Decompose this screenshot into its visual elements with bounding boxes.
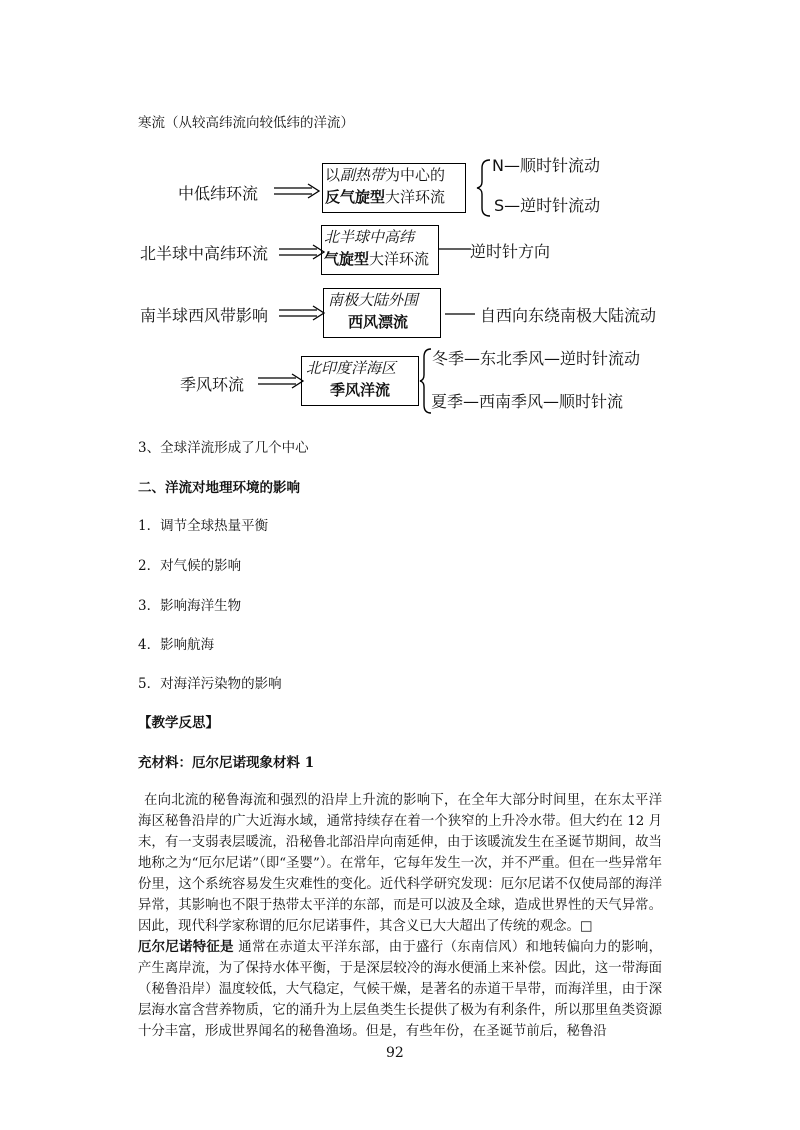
item-3: 3、全球洋流形成了几个中心	[138, 440, 309, 456]
row1-box-text2: 为中心的	[385, 166, 446, 184]
row2-box-emph: 北半球中高纬	[324, 228, 415, 246]
row4-box	[301, 356, 419, 406]
row1-outcome-south: S—逆时针流动	[494, 196, 601, 215]
row1-outcome-north: N—顺时针流动	[492, 156, 600, 175]
effect-item: 1．调节全球热量平衡	[138, 518, 269, 534]
paragraph-2	[138, 937, 662, 1042]
reflection-title: 【教学反思】	[138, 715, 219, 731]
el-nino-paragraph	[138, 790, 662, 1042]
row1-box-emph: 副热带	[340, 166, 386, 184]
row2-label: 北半球中高纬环流	[140, 244, 269, 263]
intro-text: 寒流（从较高纬流向较低纬的洋流）	[138, 115, 354, 131]
row4-outcome-summer: 夏季—西南季风—顺时针流	[431, 392, 624, 411]
row2-connector	[439, 247, 471, 251]
row3-box-emph: 南极大陆外围	[328, 291, 419, 309]
paragraph-1: 在向北流的秘鲁海流和强烈的沿岸上升流的影响下，在全年大部分时间里，在东太平洋海区秘鲁沿岸的广大近海水域，通常持续存在着一个狭窄的上升冷水带。但大约在 12 月末，有一支弱表层暖流，沿秘鲁北部沿岸向南延伸，由于该暖流发生在圣诞节期间，故当地称之为“厄尔尼诺”（即“圣婴”）。在常年，它每年发生一次，并不严重。但在一些异常年份里，这个系统容易发生灾难性的变化。近代科学研究发现：厄尔尼诺不仅使局部的海洋异常，其影响也不限于热带太平洋的东部，而是可以波及全球，造成世界性的天气异常。因此，现代科学家称谓的厄尔尼诺事件，其含义已大大超出了传统的观念。□	[138, 793, 662, 934]
effect-item: 2．对气候的影响	[138, 558, 242, 574]
section-2-title: 二、洋流对地理环境的影响	[138, 480, 300, 496]
row3-box	[323, 288, 441, 338]
effect-item: 4．影响航海	[138, 637, 215, 653]
row1-box-bold: 反气旋型	[325, 188, 386, 206]
paragraph-2-lead: 厄尔尼诺特征是	[138, 939, 234, 955]
row3-label: 南半球西风带影响	[140, 306, 269, 325]
row1-box-text3: 大洋环流	[385, 188, 446, 206]
row2-outcome: 逆时针方向	[470, 242, 551, 261]
row3-box-bold: 西风漂流	[348, 313, 409, 331]
row1-box-text: 以	[325, 166, 341, 184]
row1-box	[322, 163, 466, 213]
row1-arrow-icon	[270, 183, 322, 199]
row1-label: 中低纬环流	[178, 184, 259, 203]
row2-arrow-icon	[275, 244, 327, 260]
row3-connector	[441, 312, 479, 316]
row4-box-bold: 季风洋流	[330, 381, 391, 399]
effect-item: 3．影响海洋生物	[138, 598, 242, 614]
material-title: 充材料：厄尔尼诺现象材料 1	[138, 755, 315, 771]
row4-arrow-icon	[254, 373, 306, 389]
row4-outcome-winter: 冬季—东北季风—逆时针流动	[432, 349, 641, 368]
row2-box-bold: 气旋型	[324, 250, 370, 268]
row4-box-emph: 北印度洋海区	[306, 359, 397, 377]
row3-arrow-icon	[275, 305, 327, 321]
row3-outcome: 自西向东绕南极大陆流动	[480, 306, 657, 325]
effect-item: 5．对海洋污染物的影响	[138, 676, 282, 692]
page-number: 92	[386, 1045, 404, 1061]
row2-box	[321, 225, 439, 275]
ocean-current-diagram	[0, 0, 800, 420]
paragraph-2-body: 通常在赤道太平洋东部，由于盛行（东南信风）和地转偏向力的影响，产生离岸流，为了保持水体平衡，于是深层较冷的海水便涌上来补偿。因此，这一带海面（秘鲁沿岸）温度较低，大气稳定，气候干燥，是著名的赤道干旱带，而海洋里，由于深层海水富含营养物质，它的涌升为上层鱼类生长提供了极为有利条件，所以那里鱼类资源十分丰富，形成世界闻名的秘鲁渔场。但是，有些年份，在圣诞节前后，秘鲁沿	[138, 940, 662, 1039]
row2-box-text: 大洋环流	[369, 250, 430, 268]
row4-label: 季风环流	[180, 375, 245, 394]
